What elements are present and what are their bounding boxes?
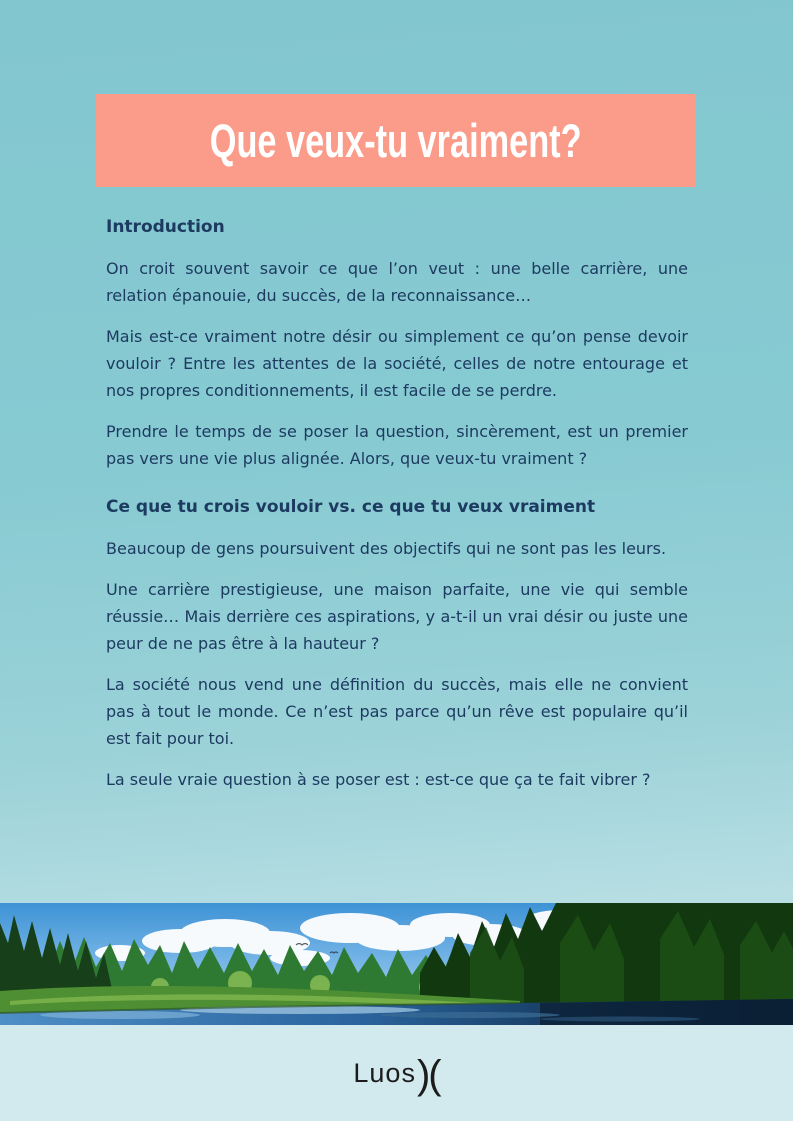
logo-mark: )( xyxy=(416,1052,440,1097)
article-body xyxy=(106,214,688,807)
brand-logo xyxy=(353,1051,439,1096)
paragraph: Beaucoup de gens poursuivent des objectifs qui ne sont pas les leurs. xyxy=(106,539,667,558)
page-footer xyxy=(0,1025,793,1121)
forest-lake-illustration xyxy=(0,903,793,1025)
paragraph: On croit souvent savoir ce que l’on veut : une belle carrière, une relation épanouie, du succès, de la reconnaissance… xyxy=(106,259,688,305)
title-banner xyxy=(96,94,696,187)
paragraph: Prendre le temps de se poser la question, sincèrement, est un premier pas vers une vie plus alignée. Alors, que veux-tu vraiment ? xyxy=(106,422,688,468)
forest-lake-photo xyxy=(0,903,793,1025)
paragraph: Une carrière prestigieuse, une maison parfaite, une vie qui semble réussie… Mais derrière ces aspirations, y a-t-il un vrai désir ou juste une peur de ne pas être à la hauteur ? xyxy=(106,580,688,653)
page-title: Que veux-tu vraiment? xyxy=(210,114,582,167)
section-crois-vouloir xyxy=(106,494,688,793)
paragraph: La seule vraie question à se poser est : est-ce que ça te fait vibrer ? xyxy=(106,770,651,789)
section-heading: Ce que tu crois vouloir vs. ce que tu veux vraiment xyxy=(106,497,596,517)
paragraph: La société nous vend une définition du succès, mais elle ne convient pas à tout le monde. Ce n’est pas parce qu’un rêve est populaire qu’il est fait pour toi. xyxy=(106,675,688,748)
paragraph: Mais est-ce vraiment notre désir ou simplement ce qu’on pense devoir vouloir ? Entre les attentes de la société, celles de notre entourage et nos propres conditionnements, il est facile de se perdre. xyxy=(106,327,688,400)
section-introduction xyxy=(106,214,688,472)
logo-text: Luos xyxy=(353,1057,416,1088)
section-heading: Introduction xyxy=(106,217,225,237)
